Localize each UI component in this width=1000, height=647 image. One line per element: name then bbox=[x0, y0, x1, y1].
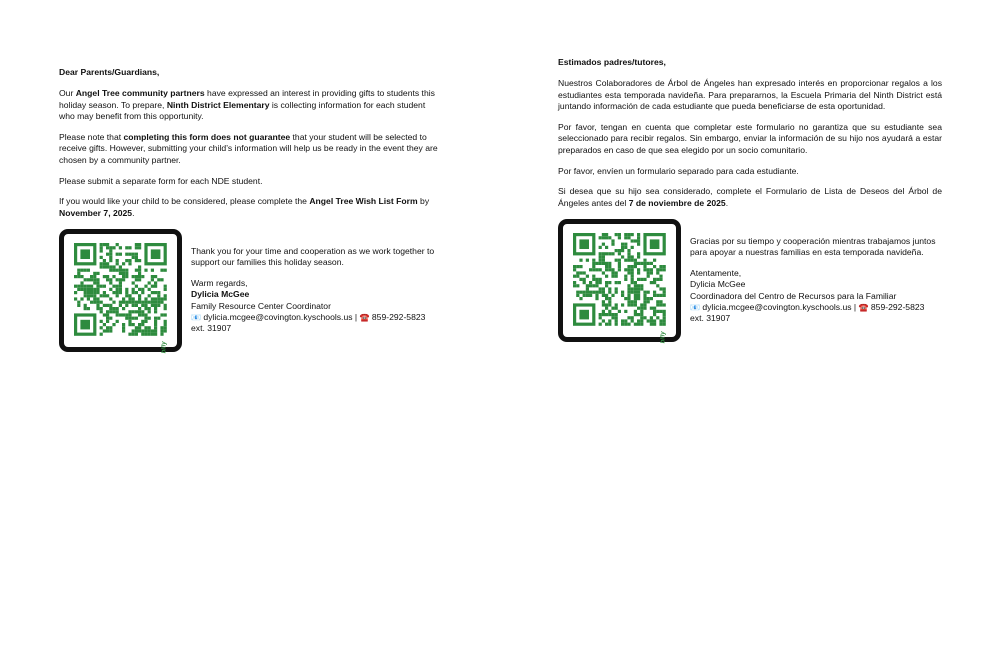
paragraph-separate-form: Please submit a separate form for each NDE student. bbox=[59, 175, 263, 186]
qr-brand-label: billy bbox=[660, 331, 667, 344]
spanish-letter bbox=[558, 57, 942, 342]
paragraph-deadline: If you would like your child to be considered, please complete the Angel Tree Wish List Form by November 7, 2025. bbox=[59, 196, 430, 218]
qr-code[interactable] bbox=[558, 219, 681, 342]
closing-text bbox=[191, 229, 439, 335]
paragraph-partners: Our Angel Tree community partners have expressed an interest in providing gifts to students this holiday season. To prepare, Ninth District Elementary is collecting information for each student who may benefit from this opportunity. bbox=[59, 88, 435, 122]
signer-title: Coordinadora del Centro de Recursos para la Familiar bbox=[690, 290, 897, 301]
closing-section bbox=[558, 219, 942, 342]
english-letter bbox=[59, 67, 439, 352]
wish-list-form-link: Angel Tree Wish List Form bbox=[309, 196, 418, 207]
qr-brand-label: billy bbox=[161, 341, 168, 354]
phone-number[interactable]: 859-292-5823 bbox=[870, 302, 925, 313]
closing-section bbox=[59, 229, 439, 352]
deadline-date: November 7, 2025 bbox=[59, 207, 133, 218]
paragraph-deadline: Si desea que su hijo sea considerado, complete el Formulario de Lista de Deseos del Árbol de Ángeles antes del 7 de noviembre de 2025. bbox=[558, 186, 942, 208]
signer-title: Family Resource Center Coordinator bbox=[191, 300, 331, 311]
signer-name: Dylicia McGee bbox=[191, 289, 250, 300]
paragraph-partners: Nuestros Colaboradores de Árbol de Ángeles han expresado interés en proporcionar regalos a los estudiantes esta temporada navideña. Para prepararnos, la Escuela Primaria del Ninth District está juntando información de cada estudiante que pueda beneficiarse de esta oportunidad. bbox=[558, 78, 942, 112]
paragraph-separate-form: Por favor, envíen un formulario separado para cada estudiante. bbox=[558, 165, 799, 176]
signer-name: Dylicia McGee bbox=[690, 279, 746, 290]
contact-line: 📧 dylicia.mcgee@covington.kyschools.us | ☎️ 859-292-5823 bbox=[690, 302, 925, 313]
signature-block bbox=[690, 268, 942, 325]
phone-number[interactable]: 859-292-5823 bbox=[371, 312, 426, 323]
closing-text bbox=[690, 219, 942, 325]
qr-code[interactable] bbox=[59, 229, 182, 352]
thank-you-text: Thank you for your time and cooperation as we work together to support our families this holiday season. bbox=[191, 245, 435, 268]
email-link[interactable]: dylicia.mcgee@covington.kyschools.us bbox=[702, 302, 852, 313]
contact-line: 📧 dylicia.mcgee@covington.kyschools.us | ☎️ 859-292-5823 bbox=[191, 312, 426, 323]
paragraph-no-guarantee: Please note that completing this form does not guarantee that your student will be selected to receive gifts. However, submitting your child’s information will help us be ready in the event they are chosen by a community partner. bbox=[59, 132, 438, 165]
greeting: Dear Parents/Guardians, bbox=[59, 67, 160, 77]
greeting: Estimados padres/tutores, bbox=[558, 57, 666, 67]
regards-text: Atentamente, bbox=[690, 267, 742, 278]
thank-you-text: Gracias por su tiempo y cooperación mientras trabajamos juntos para apoyar a nuestras familias en esta temporada navideña. bbox=[690, 235, 936, 258]
qr-code-image bbox=[74, 243, 167, 336]
email-link[interactable]: dylicia.mcgee@covington.kyschools.us bbox=[203, 312, 353, 323]
telephone-icon: ☎️ bbox=[359, 313, 370, 323]
envelope-icon: 📧 bbox=[191, 313, 201, 323]
envelope-icon: 📧 bbox=[690, 303, 700, 313]
qr-code-image bbox=[573, 233, 666, 326]
phone-extension: ext. 31907 bbox=[690, 313, 731, 324]
paragraph-no-guarantee: Por favor, tengan en cuenta que completar este formulario no garantiza que su estudiante sea seleccionado para recibir regalos. Sin embargo, enviar la información de su hijo nos ayudará a estar preparados en caso de que sea elegido por un socio comunitario. bbox=[558, 122, 942, 155]
signature-block bbox=[191, 278, 439, 335]
deadline-date: 7 de noviembre de 2025 bbox=[628, 197, 726, 208]
telephone-icon: ☎️ bbox=[858, 303, 869, 313]
regards-text: Warm regards, bbox=[191, 277, 248, 288]
phone-extension: ext. 31907 bbox=[191, 323, 232, 334]
